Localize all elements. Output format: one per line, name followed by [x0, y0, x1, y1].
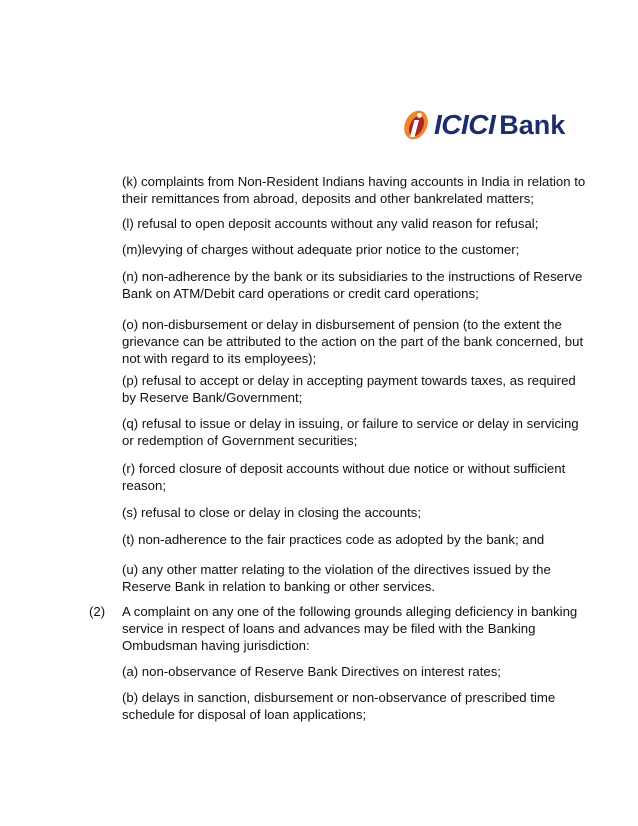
paragraph-q: (q) refusal to issue or delay in issuing, or failure to service or delay in servicing or redemption of Government securities; — [122, 416, 579, 448]
paragraph-p: (p) refusal to accept or delay in accepting payment towards taxes, as required by Reserve Bank/Government; — [122, 373, 576, 405]
paragraph-k: (k) complaints from Non-Resident Indians having accounts in India in relation to their remittances from abroad, deposits and other bankrelated matters; — [122, 174, 586, 206]
sub-paragraph-a: (a) non-observance of Reserve Bank Directives on interest rates; — [122, 664, 501, 679]
paragraph-t: (t) non-adherence to the fair practices code as adopted by the bank; and — [122, 532, 545, 547]
paragraph-r: (r) forced closure of deposit accounts without due notice or without sufficient reason; — [122, 461, 566, 493]
paragraph-l: (l) refusal to open deposit accounts without any valid reason for refusal; — [122, 216, 539, 231]
section-2-label: (2) — [89, 604, 106, 619]
section-2-text: A complaint on any one of the following grounds alleging deficiency in banking service in respect of loans and advances may be filed with the Banking Ombudsman having jurisdiction: — [122, 604, 578, 653]
paragraph-s: (s) refusal to close or delay in closing the accounts; — [122, 505, 422, 520]
icici-emblem-icon — [401, 107, 431, 143]
paragraph-o: (o) non-disbursement or delay in disbursement of pension (to the extent the grievance can be attributed to the action on the part of the bank concerned, but not with regard to its employees); — [122, 317, 584, 366]
icici-bank-logo — [401, 106, 565, 144]
logo-bank-text: Bank — [499, 109, 566, 140]
logo-brand-text: ICICI — [434, 109, 496, 140]
paragraph-n: (n) non-adherence by the bank or its subsidiaries to the instructions of Reserve Bank on ATM/Debit card operations or credit card operations; — [122, 269, 583, 301]
paragraph-m: (m)levying of charges without adequate prior notice to the customer; — [122, 242, 520, 257]
sub-paragraph-b: (b) delays in sanction, disbursement or non-observance of prescribed time schedule for disposal of loan applications; — [122, 690, 556, 722]
paragraph-u: (u) any other matter relating to the violation of the directives issued by the Reserve Bank in relation to banking or other services. — [122, 562, 551, 594]
